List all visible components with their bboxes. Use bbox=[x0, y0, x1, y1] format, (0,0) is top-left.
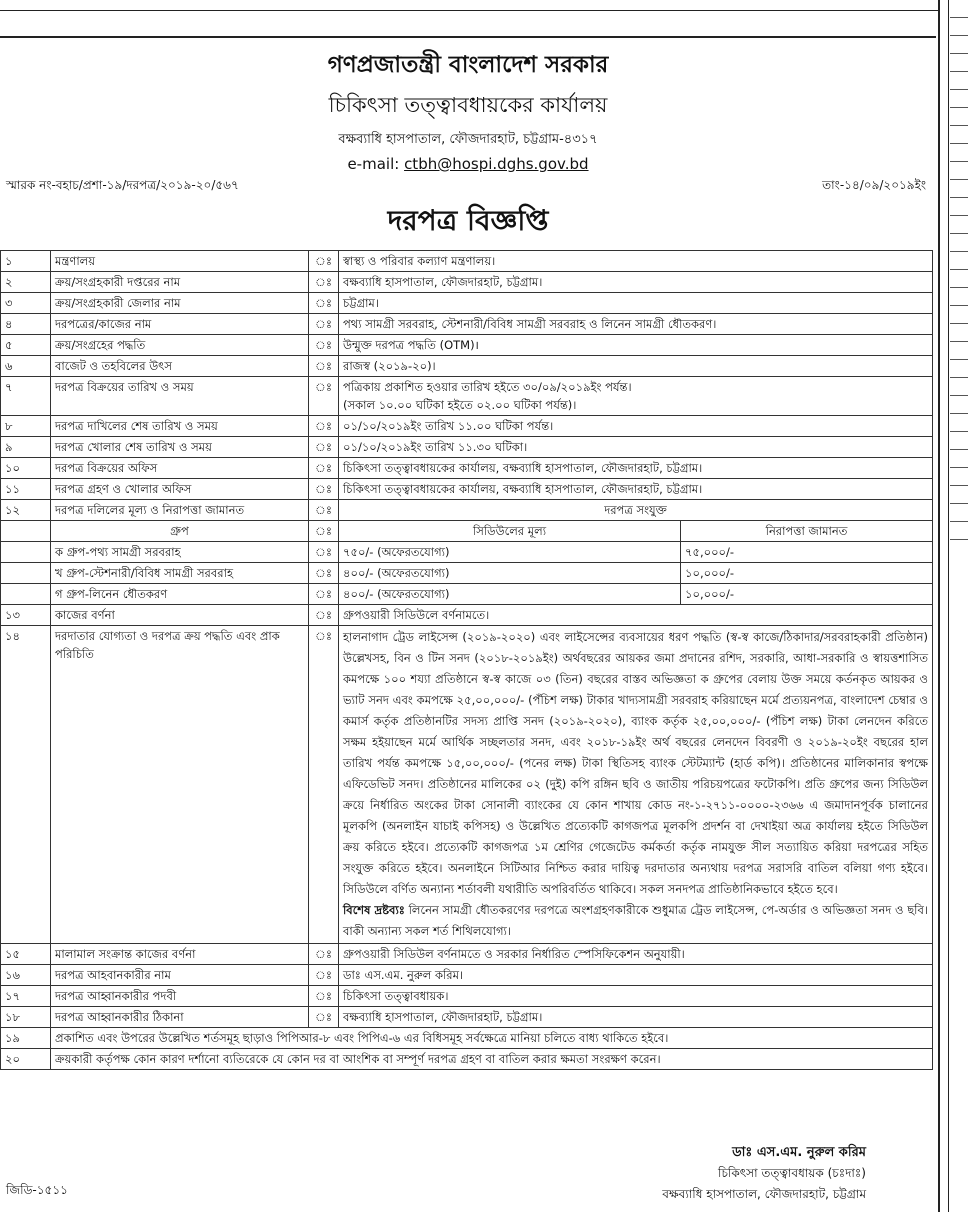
row-label: দরপত্র আহ্বানকারীর ঠিকানা bbox=[51, 1007, 309, 1028]
row-number: ১২ bbox=[1, 500, 51, 521]
email-link[interactable]: ctbh@hospi.dghs.gov.bd bbox=[404, 155, 589, 173]
table-row bbox=[1, 335, 933, 356]
row-13 bbox=[1, 605, 933, 626]
table-row bbox=[1, 356, 933, 377]
colon: ঃ bbox=[309, 500, 339, 521]
row-number: ১৮ bbox=[1, 1007, 51, 1028]
signatory-address: বক্ষব্যাধি হাসপাতাল, ফৌজদারহাট, চট্টগ্রাম bbox=[662, 1187, 866, 1201]
row-value bbox=[339, 356, 933, 377]
row-value bbox=[339, 986, 933, 1007]
column-divider-2 bbox=[948, 0, 949, 1212]
colon: ঃ bbox=[309, 986, 339, 1007]
group-row bbox=[1, 563, 933, 584]
colon: ঃ bbox=[309, 479, 339, 500]
row-label: ক্রয়/সংগ্রহকারী জেলার নাম bbox=[51, 293, 309, 314]
colon: ঃ bbox=[309, 356, 339, 377]
row-value-text: রাজস্ব (২০১৯-২০)। bbox=[343, 359, 436, 373]
table-row bbox=[1, 479, 933, 500]
row-label: দরপত্র আহবানকারীর নাম bbox=[51, 965, 309, 986]
row-value-text: চিকিৎসা তত্ত্বাবধায়ক। bbox=[343, 989, 449, 1003]
row-value-text: ০১/১০/২০১৯ইং তারিখ ১১.৩০ ঘটিকা। bbox=[343, 440, 528, 454]
column-divider bbox=[938, 0, 940, 1212]
row-value bbox=[339, 944, 933, 965]
row-number: ৫ bbox=[1, 335, 51, 356]
row-label: দরদাতার যোগ্যতা ও দরপত্র ক্রয় পদ্ধতি এবং প্রাক পরিচিতি bbox=[51, 626, 309, 944]
table-row bbox=[1, 965, 933, 986]
colon: ঃ bbox=[309, 521, 339, 542]
government-title: গণপ্রজাতন্ত্রী বাংলাদেশ সরকার bbox=[327, 52, 609, 78]
row-number: ১৩ bbox=[1, 605, 51, 626]
row-number: ২০ bbox=[1, 1049, 51, 1070]
row-value bbox=[339, 314, 933, 335]
attached-label: দরপত্র সংযুক্ত bbox=[339, 500, 933, 521]
group-header: গ্রুপ bbox=[51, 521, 309, 542]
table-row bbox=[1, 293, 933, 314]
row-number: ২ bbox=[1, 272, 51, 293]
row-label: ক্রয়/সংগ্রহের পদ্ধতি bbox=[51, 335, 309, 356]
row-value-text: চিকিৎসা তত্ত্বাবধায়কের কার্যালয়, বক্ষব্যাধি হাসপাতাল, ফৌজদারহাট, চট্টগ্রাম। bbox=[343, 461, 703, 475]
row-value bbox=[339, 293, 933, 314]
group-security: ১০,০০০/- bbox=[681, 584, 933, 605]
row-label: দরপত্র বিক্রয়ের তারিখ ও সময় bbox=[51, 377, 309, 416]
row-number: ১৬ bbox=[1, 965, 51, 986]
colon: ঃ bbox=[309, 542, 339, 563]
colon: ঃ bbox=[309, 965, 339, 986]
row-number: ৯ bbox=[1, 437, 51, 458]
colon: ঃ bbox=[309, 626, 339, 944]
group-security: ১০,০০০/- bbox=[681, 563, 933, 584]
colon: ঃ bbox=[309, 437, 339, 458]
row-number: ৮ bbox=[1, 416, 51, 437]
qualification-text bbox=[339, 626, 933, 944]
letterhead bbox=[0, 46, 936, 173]
row-label: কাজের বর্ণনা bbox=[51, 605, 309, 626]
row-label: দরপত্র আহ্বানকারীর পদবী bbox=[51, 986, 309, 1007]
row-label: দরপত্র বিক্রয়ের অফিস bbox=[51, 458, 309, 479]
row-value bbox=[339, 437, 933, 458]
row-value-text: ডাঃ এস.এম. নুরুল করিম। bbox=[343, 968, 464, 982]
row-value-text: স্বাস্থ্য ও পরিবার কল্যাণ মন্ত্রণালয়। bbox=[343, 254, 496, 268]
group-name: খ গ্রুপ-স্টেশনারী/বিবিধ সামগ্রী সরবরাহ bbox=[51, 563, 309, 584]
row-label: ক্রয়/সংগ্রহকারী দপ্তরের নাম bbox=[51, 272, 309, 293]
group-price: ৪০০/- (অফেরতযোগ্য) bbox=[339, 584, 681, 605]
colon: ঃ bbox=[309, 458, 339, 479]
row-value bbox=[339, 416, 933, 437]
row-value-text: পথ্য সামগ্রী সরবরাহ, স্টেশনারী/বিবিধ সামগ্রী সরবরাহ ও লিনেন সামগ্রী ধৌতকরণ। bbox=[343, 317, 717, 331]
row-value-text: বক্ষব্যাধি হাসপাতাল, ফৌজদারহাট, চট্টগ্রাম। bbox=[343, 1010, 543, 1024]
row-value bbox=[339, 251, 933, 272]
table-row bbox=[1, 377, 933, 416]
row-value-text: চট্টগ্রাম। bbox=[343, 296, 379, 310]
row-value-text: উন্মুক্ত দরপত্র পদ্ধতি (OTM)। bbox=[343, 338, 479, 352]
row-19 bbox=[1, 1028, 933, 1049]
row-number: ৪ bbox=[1, 314, 51, 335]
colon: ঃ bbox=[309, 1007, 339, 1028]
row-value bbox=[339, 479, 933, 500]
special-note: লিনেন সামগ্রী ধৌতকরণের দরপত্রে অংশগ্রহণকারীকে শুধুমাত্র ট্রেড লাইসেন্স, পে-অর্ডার ও অভিজ্ঞতা সনদ ও ছবি। বাকী অন্যান্য সকল শর্ত শিথিলযোগ্য। bbox=[343, 903, 928, 938]
table-row bbox=[1, 272, 933, 293]
row-label: দরপত্র খোলার শেষ তারিখ ও সময় bbox=[51, 437, 309, 458]
notice-title: দরপত্র বিজ্ঞপ্তি bbox=[387, 204, 549, 237]
group-name: ক গ্রুপ-পথ্য সামগ্রী সরবরাহ bbox=[51, 542, 309, 563]
colon: ঃ bbox=[309, 563, 339, 584]
row-number: ৭ bbox=[1, 377, 51, 416]
table-row bbox=[1, 1007, 933, 1028]
colon: ঃ bbox=[309, 377, 339, 416]
row-20 bbox=[1, 1049, 933, 1070]
row-number: ১৭ bbox=[1, 986, 51, 1007]
tender-notice bbox=[0, 36, 936, 1214]
row-text: ক্রয়কারী কর্তৃপক্ষ কোন কারণ দর্শানো ব্যতিরেকে যে কোন দর বা আংশিক বা সম্পূর্ণ দরপত্র গ্রহণ বা বাতিল করার ক্ষমতা সংরক্ষণ করেন। bbox=[51, 1049, 933, 1070]
group-price: ৭৫০/- (অফেরতযোগ্য) bbox=[339, 542, 681, 563]
row-value: গ্রুপওয়ারী সিডিউলে বর্ণনামতে। bbox=[339, 605, 933, 626]
row-label: মালামাল সংক্রান্ত কাজের বর্ণনা bbox=[51, 944, 309, 965]
group-row bbox=[1, 542, 933, 563]
email-line bbox=[0, 155, 936, 173]
group-price: ৪০০/- (অফেরতযোগ্য) bbox=[339, 563, 681, 584]
row-value bbox=[339, 377, 933, 416]
row-number: ১১ bbox=[1, 479, 51, 500]
reference-row bbox=[0, 173, 936, 197]
row-value-text: বক্ষব্যাধি হাসপাতাল, ফৌজদারহাট, চট্টগ্রাম। bbox=[343, 275, 543, 289]
row-value bbox=[339, 965, 933, 986]
row-label: দরপত্রের/কাজের নাম bbox=[51, 314, 309, 335]
colon: ঃ bbox=[309, 605, 339, 626]
qualification-body: হালনাগাদ ট্রেড লাইসেন্স (২০১৯-২০২০) এবং লাইসেন্সের ব্যবসায়ের ধরণ পদ্ধতি (স্ব-স্ব কাজে/ঠিকাদার/সরবরাহকারী প্রতিষ্ঠান) উল্লেখসহ, বিন ও টিন সনদ (২০১৮-২০১৯ইং) অর্থবছরের আয়কর জমা প্রদানের রশিদ, সরকারি, আধা-সরকারি ও স্বায়ত্তশাসিত কমপক্ষে ১০০ শয্যা প্রতিষ্ঠানে স্ব-স্ব কাজে ০৩ (তিন) বছরের বাস্তব অভিজ্ঞতা ক গ্রুপের বেলায় উক্ত সময়ে কর্তনকৃত আয়কর ও ভ্যাট সনদ এবং কমপক্ষে ২৫,০০,০০০/- (পঁচিশ লক্ষ) টাকার খাদ্যসামগ্রী সরবরাহ করিয়াছেন মর্মে প্রত্যয়নপত্র, বাংলাদেশ চেম্বার ও কমার্স কর্তৃক প্রতিষ্ঠানটির সদস্য প্রাপ্তি সনদ (২০১৯-২০২০), ব্যাংক কর্তৃক ২৫,০০,০০০/- (পঁচিশ লক্ষ) টাকা লেনদেন করিতে সক্ষম হইয়াছেন মর্মে আর্থিক সচ্ছলতার সনদ, এবং ২০১৮-১৯ইং অর্থ বছরের লেনদেন বিবরণী ও ২০১৯-২০ইং বছরের হাল তারিখ পর্যন্ত কমপক্ষে ১৫,০০,০০০/- (পনের লক্ষ) টাকা স্থিতিসহ ব্যাংক স্টেটম্যান্ট (হার্ড কপি)। প্রতিষ্ঠানের মালিকানার স্বপক্ষে এফিডেভিট সনদ। প্রতিষ্ঠানের মালিকের ০২ (দুই) কপি রঙ্গিন ছবি ও জাতীয় পরিচয়পত্রের ফটোকপি। প্রতি গ্রুপের জন্য সিডিউল ক্রয়ে নির্ধারিত অংকের টাকা সোনালী ব্যাংকের যে কোন শাখায় কোড নং-১-২৭১১-০০০০-২৩৬৬ এ জমাদানপূর্বক চালানের মূলকপি (অনলাইন যাচাই কপিসহ) ও উল্লেখিত প্রত্যেকটি কাগজপত্র মূলকপি প্রদর্শন বা দেখাইয়া অত্র কার্যালয় হইতে সিডিউল ক্রয় করিতে হইবে। প্রত্যেকটি কাগজপত্র ১ম শ্রেণির গেজেটেড কর্মকর্তা কর্তৃক নামযুক্ত সীল সত্যায়িত করিয়া দরপত্রের সহিত সংযুক্ত করিতে হইবে। অনলাইনে সিটিআর নিশ্চিত করার দায়িত্ব দরদাতার অন্যথায় দরপত্র সরাসরি বাতিল বলিয়া গণ্য হইবে। সিডিউলে বর্ণিত অন্যান্য শর্তাবলী যথারীতি অপরিবর্তিত থাকিবে। সকল সনদপত্র প্রাতিষ্ঠানিকভাবে হইতে হবে। bbox=[343, 630, 928, 896]
colon: ঃ bbox=[309, 584, 339, 605]
group-row bbox=[1, 584, 933, 605]
signatory-designation: চিকিৎসা তত্ত্বাবধায়ক (চঃদাঃ) bbox=[718, 1166, 866, 1180]
row-value bbox=[339, 458, 933, 479]
row-number: ১৫ bbox=[1, 944, 51, 965]
table-row bbox=[1, 458, 933, 479]
colon: ঃ bbox=[309, 335, 339, 356]
row-value-text: গ্রুপওয়ারী সিডিউল বর্ণনামতে ও সরকার নির্ধারিত স্পেসিফিকেশন অনুযায়ী। bbox=[343, 947, 685, 961]
row-label: দরপত্র দাখিলের শেষ তারিখ ও সময় bbox=[51, 416, 309, 437]
table-row bbox=[1, 437, 933, 458]
gd-number: জিডি-১৫১১ bbox=[6, 1183, 68, 1197]
signatory-name: ডাঃ এস.এম. নুরুল করিম bbox=[732, 1145, 866, 1160]
table-row bbox=[1, 986, 933, 1007]
row-value bbox=[339, 335, 933, 356]
email-label: e-mail: bbox=[347, 155, 405, 173]
special-note-label: বিশেষ দ্রষ্টব্যঃ bbox=[343, 903, 405, 917]
colon: ঃ bbox=[309, 416, 339, 437]
row-label: দরপত্র দলিলের মূল্য ও নিরাপত্তা জামানত bbox=[51, 500, 309, 521]
group-security: ৭৫,০০০/- bbox=[681, 542, 933, 563]
top-rule bbox=[0, 10, 938, 11]
row-number: ১ bbox=[1, 251, 51, 272]
price-header: সিডিউলের মূল্য bbox=[339, 521, 681, 542]
table-row bbox=[1, 251, 933, 272]
adjacent-column-strip bbox=[950, 0, 968, 1212]
row-number: ৬ bbox=[1, 356, 51, 377]
row-value-text: ০১/১০/২০১৯ইং তারিখ ১১.০০ ঘটিকা পর্যন্ত। bbox=[343, 419, 554, 433]
row-value-text: চিকিৎসা তত্ত্বাবধায়কের কার্যালয়, বক্ষব্যাধি হাসপাতাল, ফৌজদারহাট, চট্টগ্রাম। bbox=[343, 482, 703, 496]
group-name: গ গ্রুপ-লিনেন ধৌতকরণ bbox=[51, 584, 309, 605]
tender-details-table bbox=[0, 250, 933, 1070]
security-header: নিরাপত্তা জামানত bbox=[681, 521, 933, 542]
row-value bbox=[339, 1007, 933, 1028]
row-number: ১০ bbox=[1, 458, 51, 479]
memo-number: স্মারক নং-বহাচ/প্রশা-১৯/দরপত্র/২০১৯-২০/৫৬৭ bbox=[6, 178, 239, 192]
row-text: প্রকাশিত এবং উপরের উল্লেখিত শর্তসমূহ ছাড়াও পিপিআর-৮ এবং পিপিএ-৬ এর বিধিসমূহ সর্বক্ষেত্রে মানিয়া চলিতে বাধ্য থাকিতে হইবে। bbox=[51, 1028, 933, 1049]
row-value bbox=[339, 272, 933, 293]
row-number: ১৪ bbox=[1, 626, 51, 944]
row-label: দরপত্র গ্রহণ ও খোলার অফিস bbox=[51, 479, 309, 500]
office-address: বক্ষব্যাধি হাসপাতাল, ফৌজদারহাট, চট্টগ্রাম-৪৩১৭ bbox=[338, 132, 598, 147]
table-row bbox=[1, 944, 933, 965]
notice-date: তাং-১৪/০৯/২০১৯ইং bbox=[822, 178, 926, 192]
row-number: ৩ bbox=[1, 293, 51, 314]
colon: ঃ bbox=[309, 293, 339, 314]
table-row bbox=[1, 416, 933, 437]
colon: ঃ bbox=[309, 272, 339, 293]
row-label: মন্ত্রণালয় bbox=[51, 251, 309, 272]
row-14 bbox=[1, 626, 933, 944]
signature-block bbox=[662, 1142, 866, 1205]
colon: ঃ bbox=[309, 251, 339, 272]
row-12 bbox=[1, 500, 933, 944]
row-value-text-2: (সকাল ১০.০০ ঘটিকা হইতে ০২.০০ ঘটিকা পর্যন্ত)। bbox=[343, 398, 577, 412]
row-value-text: পত্রিকায় প্রকাশিত হওয়ার তারিখ হইতে ৩০/০৯/২০১৯ইং পর্যন্ত। bbox=[343, 380, 632, 394]
colon: ঃ bbox=[309, 314, 339, 335]
table-row bbox=[1, 314, 933, 335]
office-title: চিকিৎসা তত্ত্বাবধায়কের কার্যালয় bbox=[328, 93, 608, 117]
row-number: ১৯ bbox=[1, 1028, 51, 1049]
colon: ঃ bbox=[309, 944, 339, 965]
row-label: বাজেট ও তহবিলের উৎস bbox=[51, 356, 309, 377]
